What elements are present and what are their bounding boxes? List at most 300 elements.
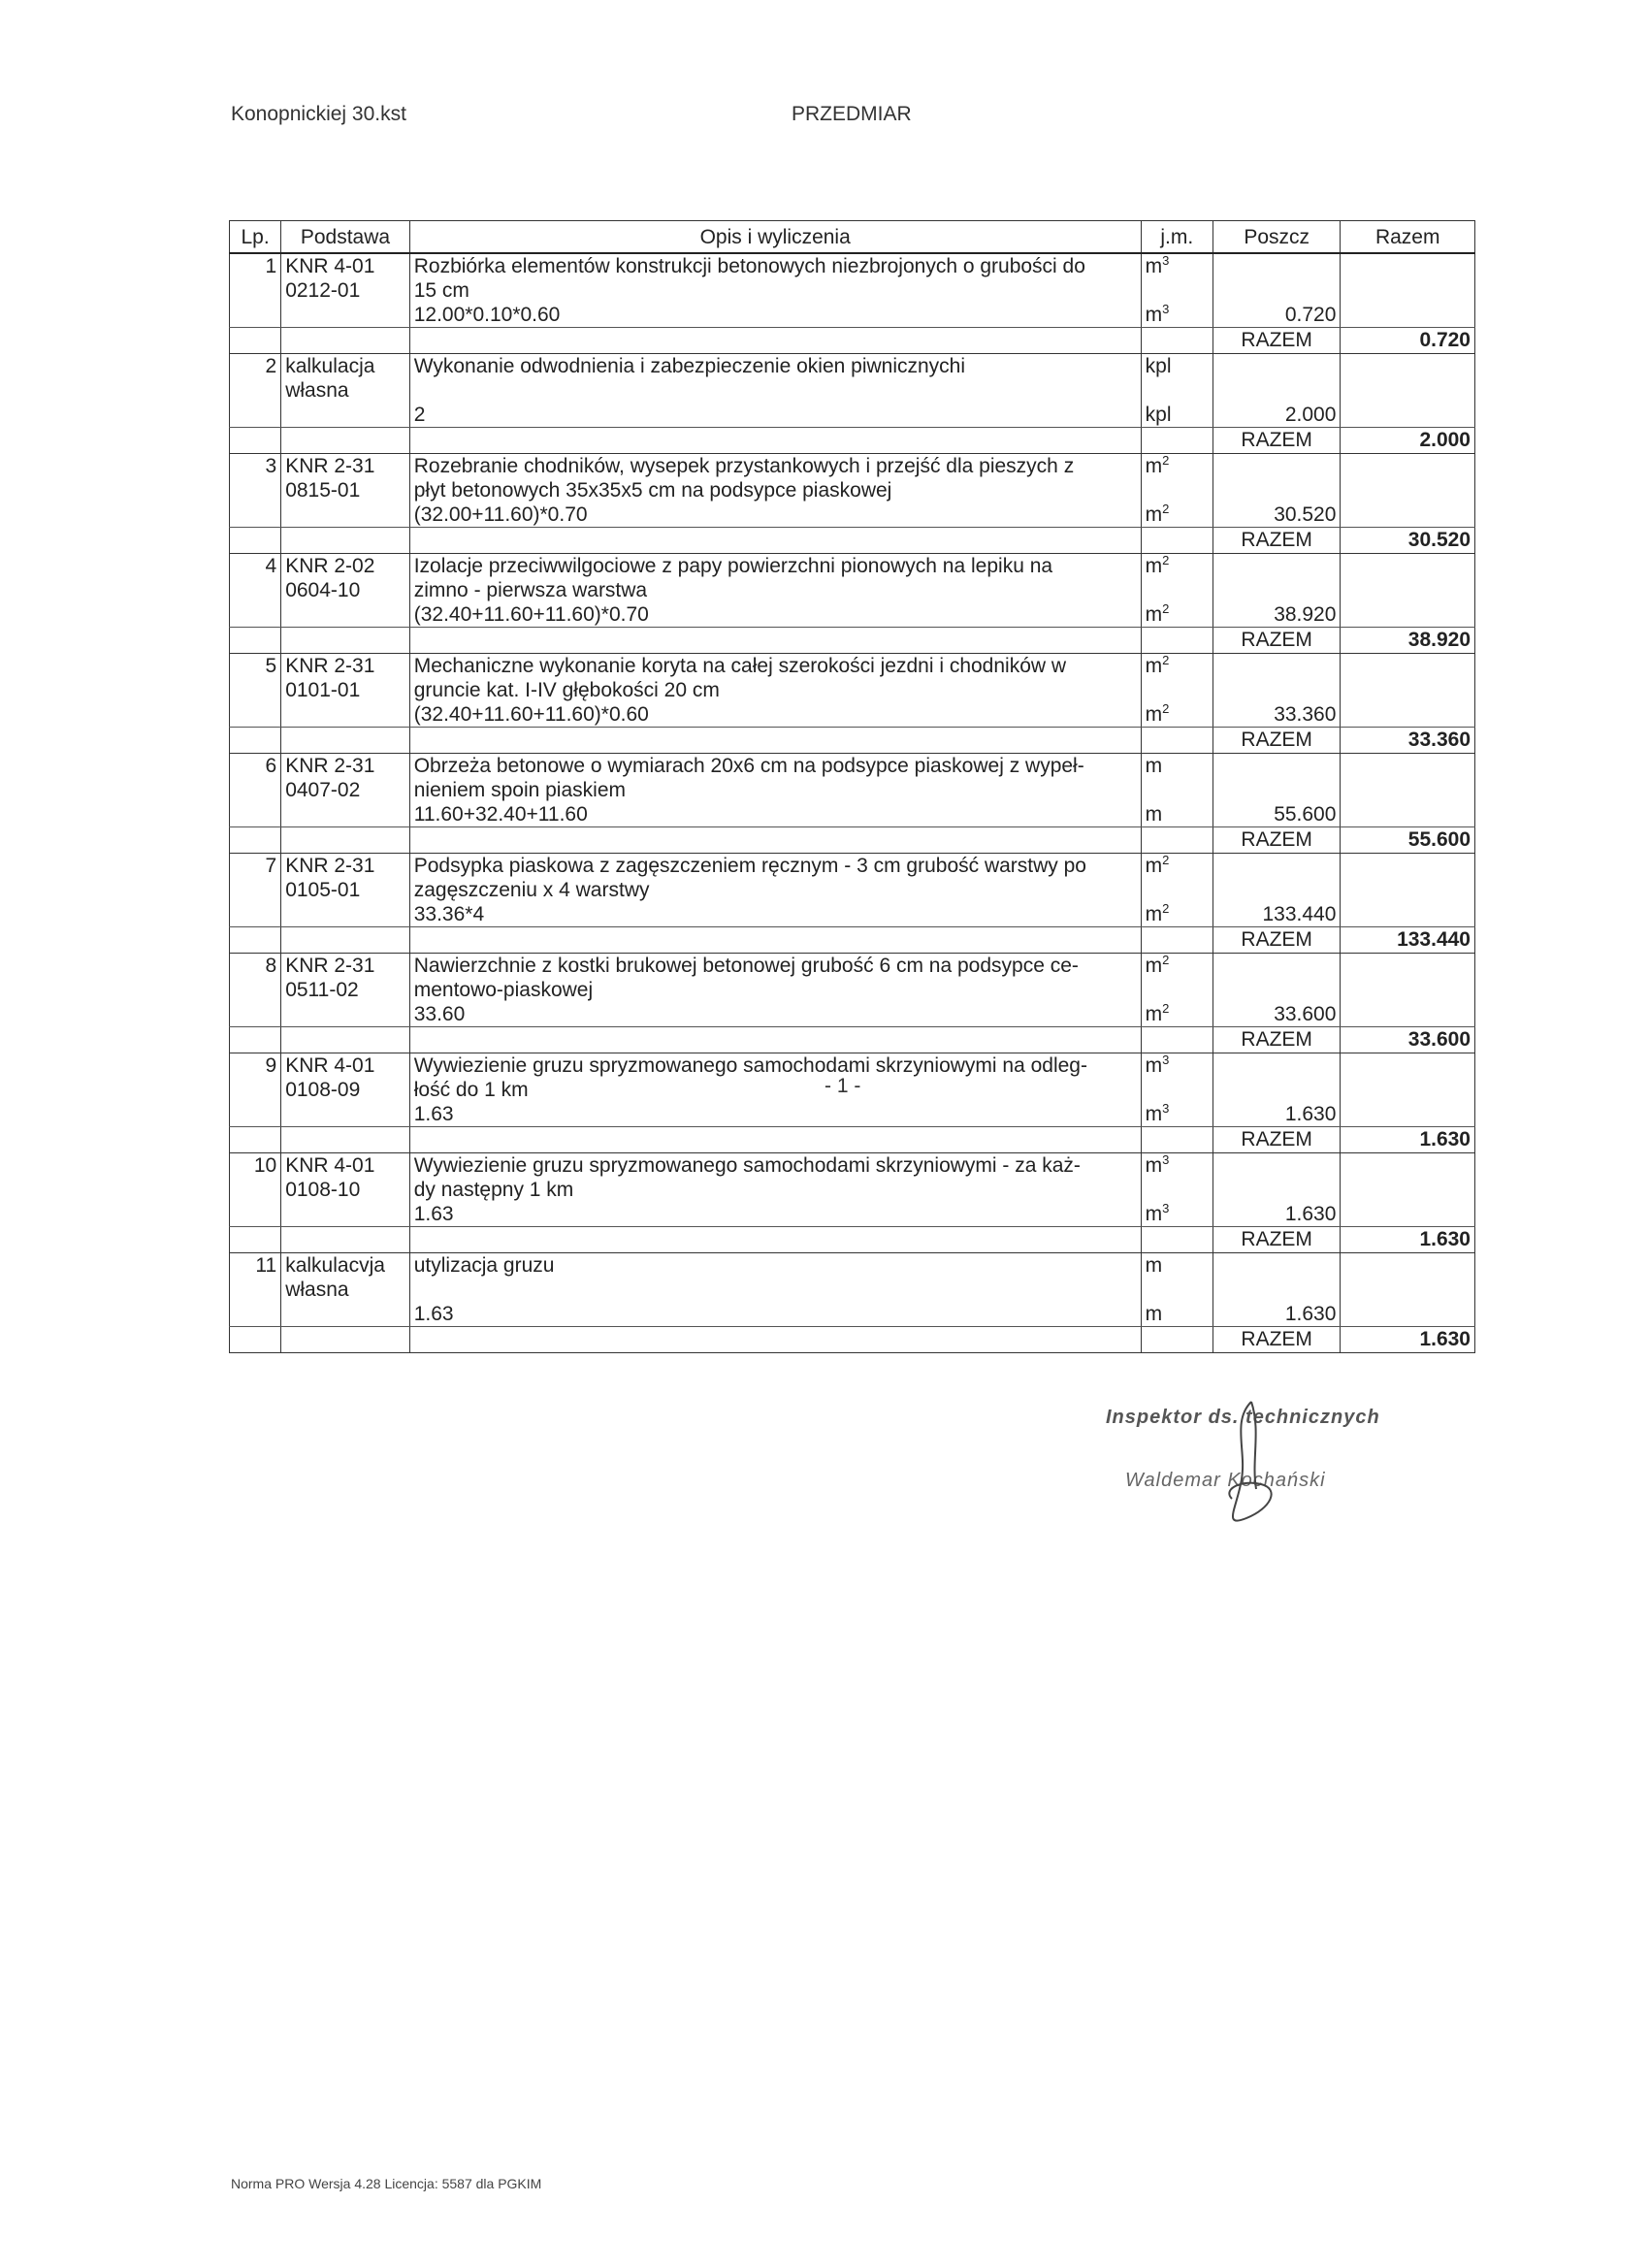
cell-lp [230, 602, 281, 628]
table-row-calculation [230, 802, 1475, 827]
cell-razem [1341, 778, 1475, 802]
przedmiar-table [229, 220, 1475, 1353]
table-row [230, 1278, 1475, 1302]
cell-poszcz [1212, 902, 1341, 927]
cell-podstawa [281, 754, 410, 779]
podstawa-line: KNR 2-31 [285, 955, 375, 977]
cell-lp [230, 1153, 281, 1179]
cell-opis [409, 602, 1141, 628]
cell-poszcz [1212, 1202, 1341, 1227]
cell-lp [230, 902, 281, 927]
cell-poszcz [1212, 702, 1341, 728]
cell-poszcz [1212, 303, 1341, 328]
table-row-calculation [230, 902, 1475, 927]
cell-poszcz [1212, 502, 1341, 528]
cell-podstawa [281, 802, 410, 827]
cell-podstawa [281, 628, 410, 654]
cell-lp [230, 578, 281, 602]
sum-label: RAZEM [1241, 729, 1312, 751]
cell-jm [1141, 1327, 1212, 1353]
poszcz-value: 0.720 [1284, 304, 1337, 326]
cell-lp [230, 1053, 281, 1079]
cell-jm [1141, 253, 1212, 278]
calculation-formula: 1.63 [413, 1103, 454, 1125]
cell-opis [409, 278, 1141, 303]
cell-podstawa [281, 602, 410, 628]
unit: m [1145, 703, 1163, 726]
unit: m [1145, 755, 1163, 777]
cell-opis [409, 328, 1141, 354]
table-row [230, 678, 1475, 702]
sum-label: RAZEM [1241, 1128, 1312, 1150]
table-row-calculation [230, 403, 1475, 428]
lp-number: 4 [265, 555, 277, 577]
cell-opis [409, 1278, 1141, 1302]
cell-podstawa [281, 1027, 410, 1053]
cell-podstawa [281, 278, 410, 303]
cell-podstawa [281, 1178, 410, 1202]
cell-opis [409, 378, 1141, 403]
table-row-sum [230, 528, 1475, 554]
cell-poszcz [1212, 854, 1341, 879]
table-row [230, 754, 1475, 779]
opis-line: zimno - pierwsza warstwa [413, 579, 648, 601]
cell-razem [1341, 478, 1475, 502]
unit: m [1145, 555, 1163, 577]
cell-lp [230, 1102, 281, 1127]
cell-jm [1141, 927, 1212, 954]
cell-razem [1341, 802, 1475, 827]
cell-razem [1341, 602, 1475, 628]
calculation-formula: 11.60+32.40+11.60 [413, 803, 588, 826]
cell-poszcz [1212, 1302, 1341, 1327]
unit: m [1145, 1303, 1163, 1325]
cell-poszcz [1212, 678, 1341, 702]
opis-line: Rozebranie chodników, wysepek przystankowych i przejść dla pieszych z [413, 455, 1075, 477]
unit: m [1145, 1003, 1163, 1025]
unit-exponent: 3 [1162, 253, 1170, 268]
unit: m [1145, 1203, 1163, 1225]
sum-label: RAZEM [1241, 1328, 1312, 1350]
cell-jm [1141, 1227, 1212, 1253]
cell-poszcz [1212, 1078, 1341, 1102]
cell-poszcz [1212, 403, 1341, 428]
cell-sum-value [1341, 528, 1475, 554]
cell-jm [1141, 1202, 1212, 1227]
cell-opis [409, 1002, 1141, 1027]
cell-opis [409, 802, 1141, 827]
cell-jm [1141, 328, 1212, 354]
table-row [230, 978, 1475, 1002]
cell-jm [1141, 354, 1212, 379]
table-row-sum [230, 927, 1475, 954]
cell-opis [409, 554, 1141, 579]
page-number: - 1 - [824, 1075, 861, 1097]
unit: m [1145, 955, 1163, 977]
table-row [230, 578, 1475, 602]
cell-poszcz [1212, 578, 1341, 602]
cell-lp [230, 978, 281, 1002]
lp-number: 10 [253, 1154, 277, 1177]
opis-line: Wywiezienie gruzu spryzmowanego samochodami skrzyniowymi - za każ- [413, 1154, 1081, 1177]
cell-opis [409, 1153, 1141, 1179]
sum-label: RAZEM [1241, 529, 1312, 551]
column-header-jm: j.m. [1141, 221, 1212, 254]
cell-podstawa [281, 303, 410, 328]
cell-sum-value [1341, 1127, 1475, 1153]
unit: m [1145, 1154, 1163, 1177]
podstawa-line: własna [285, 379, 349, 402]
lp-number: 6 [265, 755, 277, 777]
table-row-sum [230, 1127, 1475, 1153]
unit: m [1145, 255, 1163, 277]
cell-razem [1341, 1278, 1475, 1302]
unit-exponent: 2 [1162, 653, 1170, 667]
opis-line: gruncie kat. I-IV głębokości 20 cm [413, 679, 720, 701]
cell-lp [230, 502, 281, 528]
cell-opis [409, 578, 1141, 602]
cell-sum-label [1212, 528, 1341, 554]
calculation-formula: (32.40+11.60+11.60)*0.60 [413, 703, 649, 726]
cell-podstawa [281, 1153, 410, 1179]
unit-exponent: 2 [1162, 853, 1170, 867]
opis-line: łość do 1 km [413, 1079, 529, 1101]
poszcz-value: 30.520 [1274, 503, 1337, 526]
podstawa-line: KNR 2-31 [285, 755, 375, 777]
unit: m [1145, 455, 1163, 477]
cell-sum-value [1341, 1227, 1475, 1253]
cell-podstawa [281, 654, 410, 679]
sum-label: RAZEM [1241, 828, 1312, 851]
cell-podstawa [281, 678, 410, 702]
cell-lp [230, 702, 281, 728]
lp-number: 8 [265, 955, 277, 977]
table-row-calculation [230, 1002, 1475, 1027]
poszcz-value: 133.440 [1262, 903, 1337, 925]
cell-jm [1141, 702, 1212, 728]
cell-podstawa [281, 478, 410, 502]
cell-poszcz [1212, 954, 1341, 979]
cell-podstawa [281, 1253, 410, 1279]
cell-lp [230, 1253, 281, 1279]
cell-lp [230, 354, 281, 379]
table-row [230, 954, 1475, 979]
cell-razem [1341, 854, 1475, 879]
cell-razem [1341, 1178, 1475, 1202]
cell-lp [230, 628, 281, 654]
cell-poszcz [1212, 1278, 1341, 1302]
table-row [230, 778, 1475, 802]
cell-jm [1141, 602, 1212, 628]
inspector-stamp [1106, 1397, 1397, 1513]
cell-lp [230, 528, 281, 554]
unit-exponent: 2 [1162, 701, 1170, 716]
unit: m [1145, 1103, 1163, 1125]
cell-podstawa [281, 1002, 410, 1027]
cell-sum-value [1341, 428, 1475, 454]
opis-line: dy następny 1 km [413, 1179, 574, 1201]
cell-podstawa [281, 954, 410, 979]
cell-poszcz [1212, 554, 1341, 579]
cell-poszcz [1212, 1178, 1341, 1202]
cell-razem [1341, 1053, 1475, 1079]
column-header-poszcz: Poszcz [1212, 221, 1341, 254]
poszcz-value: 1.630 [1284, 1103, 1337, 1125]
sum-label: RAZEM [1241, 629, 1312, 651]
cell-jm [1141, 378, 1212, 403]
cell-razem [1341, 1202, 1475, 1227]
cell-sum-value [1341, 827, 1475, 854]
cell-podstawa [281, 578, 410, 602]
table-row-sum [230, 1227, 1475, 1253]
cell-jm [1141, 1053, 1212, 1079]
podstawa-line: 0108-09 [285, 1079, 361, 1101]
cell-lp [230, 754, 281, 779]
cell-podstawa [281, 428, 410, 454]
unit-exponent: 2 [1162, 601, 1170, 616]
table-header-row [230, 221, 1475, 254]
calculation-formula: (32.40+11.60+11.60)*0.70 [413, 603, 649, 626]
unit: m [1145, 1054, 1163, 1077]
cell-razem [1341, 1253, 1475, 1279]
cell-lp [230, 1078, 281, 1102]
cell-podstawa [281, 778, 410, 802]
cell-podstawa [281, 1302, 410, 1327]
lp-number: 7 [265, 855, 277, 877]
opis-line: Mechaniczne wykonanie koryta na całej szerokości jezdni i chodników w [413, 655, 1067, 677]
cell-podstawa [281, 1202, 410, 1227]
cell-sum-label [1212, 1327, 1341, 1353]
cell-poszcz [1212, 1253, 1341, 1279]
cell-lp [230, 328, 281, 354]
razem-value: 2.000 [1419, 429, 1471, 451]
calculation-formula: 1.63 [413, 1203, 454, 1225]
cell-opis [409, 902, 1141, 927]
podstawa-line: własna [285, 1279, 349, 1301]
table-row [230, 1253, 1475, 1279]
cell-lp [230, 1327, 281, 1353]
unit-exponent: 3 [1162, 1201, 1170, 1215]
table-row-sum [230, 328, 1475, 354]
cell-opis [409, 854, 1141, 879]
cell-jm [1141, 878, 1212, 902]
cell-podstawa [281, 927, 410, 954]
lp-number: 9 [265, 1054, 277, 1077]
cell-podstawa [281, 354, 410, 379]
cell-poszcz [1212, 378, 1341, 403]
cell-lp [230, 1178, 281, 1202]
cell-opis [409, 1178, 1141, 1202]
table-row [230, 878, 1475, 902]
table-row [230, 1153, 1475, 1179]
unit: m [1145, 603, 1163, 626]
cell-sum-label [1212, 1027, 1341, 1053]
cell-opis [409, 827, 1141, 854]
calculation-formula: 1.63 [413, 1303, 454, 1325]
cell-lp [230, 827, 281, 854]
cell-sum-label [1212, 628, 1341, 654]
razem-value: 38.920 [1407, 629, 1471, 651]
cell-opis [409, 528, 1141, 554]
cell-opis [409, 303, 1141, 328]
table-row [230, 1178, 1475, 1202]
cell-opis [409, 1202, 1141, 1227]
unit-exponent: 2 [1162, 553, 1170, 567]
cell-poszcz [1212, 754, 1341, 779]
cell-opis [409, 678, 1141, 702]
cell-lp [230, 1278, 281, 1302]
cell-jm [1141, 528, 1212, 554]
cell-lp [230, 654, 281, 679]
cell-opis [409, 454, 1141, 479]
software-footer: Norma PRO Wersja 4.28 Licencja: 5587 dla PGKIM [231, 2176, 542, 2191]
poszcz-value: 38.920 [1274, 603, 1337, 626]
unit: m [1145, 855, 1163, 877]
cell-opis [409, 1127, 1141, 1153]
document-title: PRZEDMIAR [792, 103, 912, 125]
cell-poszcz [1212, 802, 1341, 827]
cell-lp [230, 1302, 281, 1327]
poszcz-value: 33.360 [1274, 703, 1337, 726]
cell-jm [1141, 1127, 1212, 1153]
cell-razem [1341, 1078, 1475, 1102]
cell-jm [1141, 303, 1212, 328]
opis-line: Rozbiórka elementów konstrukcji betonowych niezbrojonych o grubości do [413, 255, 1085, 277]
cell-jm [1141, 454, 1212, 479]
unit: m [1145, 655, 1163, 677]
table-row [230, 253, 1475, 278]
cell-opis [409, 403, 1141, 428]
table-row-calculation [230, 602, 1475, 628]
cell-sum-label [1212, 728, 1341, 754]
cell-opis [409, 1227, 1141, 1253]
cell-sum-value [1341, 728, 1475, 754]
lp-number: 1 [265, 255, 277, 277]
podstawa-line: KNR 4-01 [285, 1154, 375, 1177]
table-row [230, 554, 1475, 579]
cell-podstawa [281, 253, 410, 278]
cell-jm [1141, 1027, 1212, 1053]
cell-poszcz [1212, 278, 1341, 303]
cell-lp [230, 778, 281, 802]
cell-poszcz [1212, 778, 1341, 802]
opis-line: Izolacje przeciwwilgociowe z papy powierzchni pionowych na lepiku na [413, 555, 1053, 577]
cell-lp [230, 927, 281, 954]
cell-jm [1141, 954, 1212, 979]
cell-jm [1141, 654, 1212, 679]
cell-podstawa [281, 854, 410, 879]
cell-opis [409, 654, 1141, 679]
cell-opis [409, 978, 1141, 1002]
file-name: Konopnickiej 30.kst [231, 103, 406, 125]
cell-podstawa [281, 902, 410, 927]
table-row-sum [230, 428, 1475, 454]
cell-poszcz [1212, 1153, 1341, 1179]
razem-value: 33.360 [1407, 729, 1471, 751]
cell-podstawa [281, 827, 410, 854]
stamp-name: Waldemar Kochański [1125, 1470, 1326, 1491]
poszcz-value: 55.600 [1274, 803, 1337, 826]
opis-line: Wykonanie odwodnienia i zabezpieczenie okien piwnicznychi [413, 355, 966, 377]
cell-opis [409, 1053, 1141, 1079]
cell-razem [1341, 378, 1475, 403]
poszcz-value: 2.000 [1284, 404, 1337, 426]
cell-jm [1141, 428, 1212, 454]
cell-razem [1341, 878, 1475, 902]
cell-sum-label [1212, 1227, 1341, 1253]
cell-jm [1141, 678, 1212, 702]
sum-label: RAZEM [1241, 1228, 1312, 1250]
cell-poszcz [1212, 978, 1341, 1002]
table-row [230, 278, 1475, 303]
podstawa-line: kalkulacja [285, 355, 375, 377]
razem-value: 1.630 [1419, 1328, 1471, 1350]
podstawa-line: 0815-01 [285, 479, 361, 502]
cell-lp [230, 403, 281, 428]
cell-jm [1141, 1102, 1212, 1127]
opis-line: Nawierzchnie z kostki brukowej betonowej grubość 6 cm na podsypce ce- [413, 955, 1079, 977]
opis-line: nieniem spoin piaskiem [413, 779, 626, 801]
cell-jm [1141, 1302, 1212, 1327]
cell-opis [409, 954, 1141, 979]
cell-lp [230, 378, 281, 403]
cell-sum-label [1212, 1127, 1341, 1153]
poszcz-value: 1.630 [1284, 1303, 1337, 1325]
cell-razem [1341, 902, 1475, 927]
unit-exponent: 2 [1162, 953, 1170, 967]
cell-sum-label [1212, 927, 1341, 954]
cell-podstawa [281, 1278, 410, 1302]
calculation-formula: 12.00*0.10*0.60 [413, 304, 561, 326]
opis-line: Obrzeża betonowe o wymiarach 20x6 cm na podsypce piaskowej z wypeł- [413, 755, 1084, 777]
podstawa-line: KNR 2-31 [285, 855, 375, 877]
podstawa-line: kalkulacvja [285, 1254, 385, 1277]
cell-podstawa [281, 702, 410, 728]
cell-opis [409, 728, 1141, 754]
cell-opis [409, 428, 1141, 454]
cell-opis [409, 1102, 1141, 1127]
cell-lp [230, 1002, 281, 1027]
podstawa-line: 0511-02 [285, 979, 359, 1001]
cell-sum-value [1341, 1027, 1475, 1053]
sum-label: RAZEM [1241, 1028, 1312, 1051]
table-row-calculation [230, 502, 1475, 528]
podstawa-line: KNR 2-02 [285, 555, 375, 577]
cell-lp [230, 802, 281, 827]
unit: m [1145, 304, 1163, 326]
cell-opis [409, 1253, 1141, 1279]
table-row-calculation [230, 1102, 1475, 1127]
cell-podstawa [281, 878, 410, 902]
cell-razem [1341, 403, 1475, 428]
cell-lp [230, 1127, 281, 1153]
unit-exponent: 3 [1162, 1152, 1170, 1167]
cell-lp [230, 253, 281, 278]
cell-razem [1341, 253, 1475, 278]
sum-label: RAZEM [1241, 329, 1312, 351]
cell-jm [1141, 1002, 1212, 1027]
cell-jm [1141, 578, 1212, 602]
cell-sum-value [1341, 328, 1475, 354]
opis-line: zagęszczeniu x 4 warstwy [413, 879, 650, 901]
calculation-formula: 33.60 [413, 1003, 466, 1025]
cell-sum-value [1341, 628, 1475, 654]
cell-sum-label [1212, 428, 1341, 454]
cell-poszcz [1212, 654, 1341, 679]
table-row-calculation [230, 702, 1475, 728]
cell-jm [1141, 1278, 1212, 1302]
cell-jm [1141, 554, 1212, 579]
